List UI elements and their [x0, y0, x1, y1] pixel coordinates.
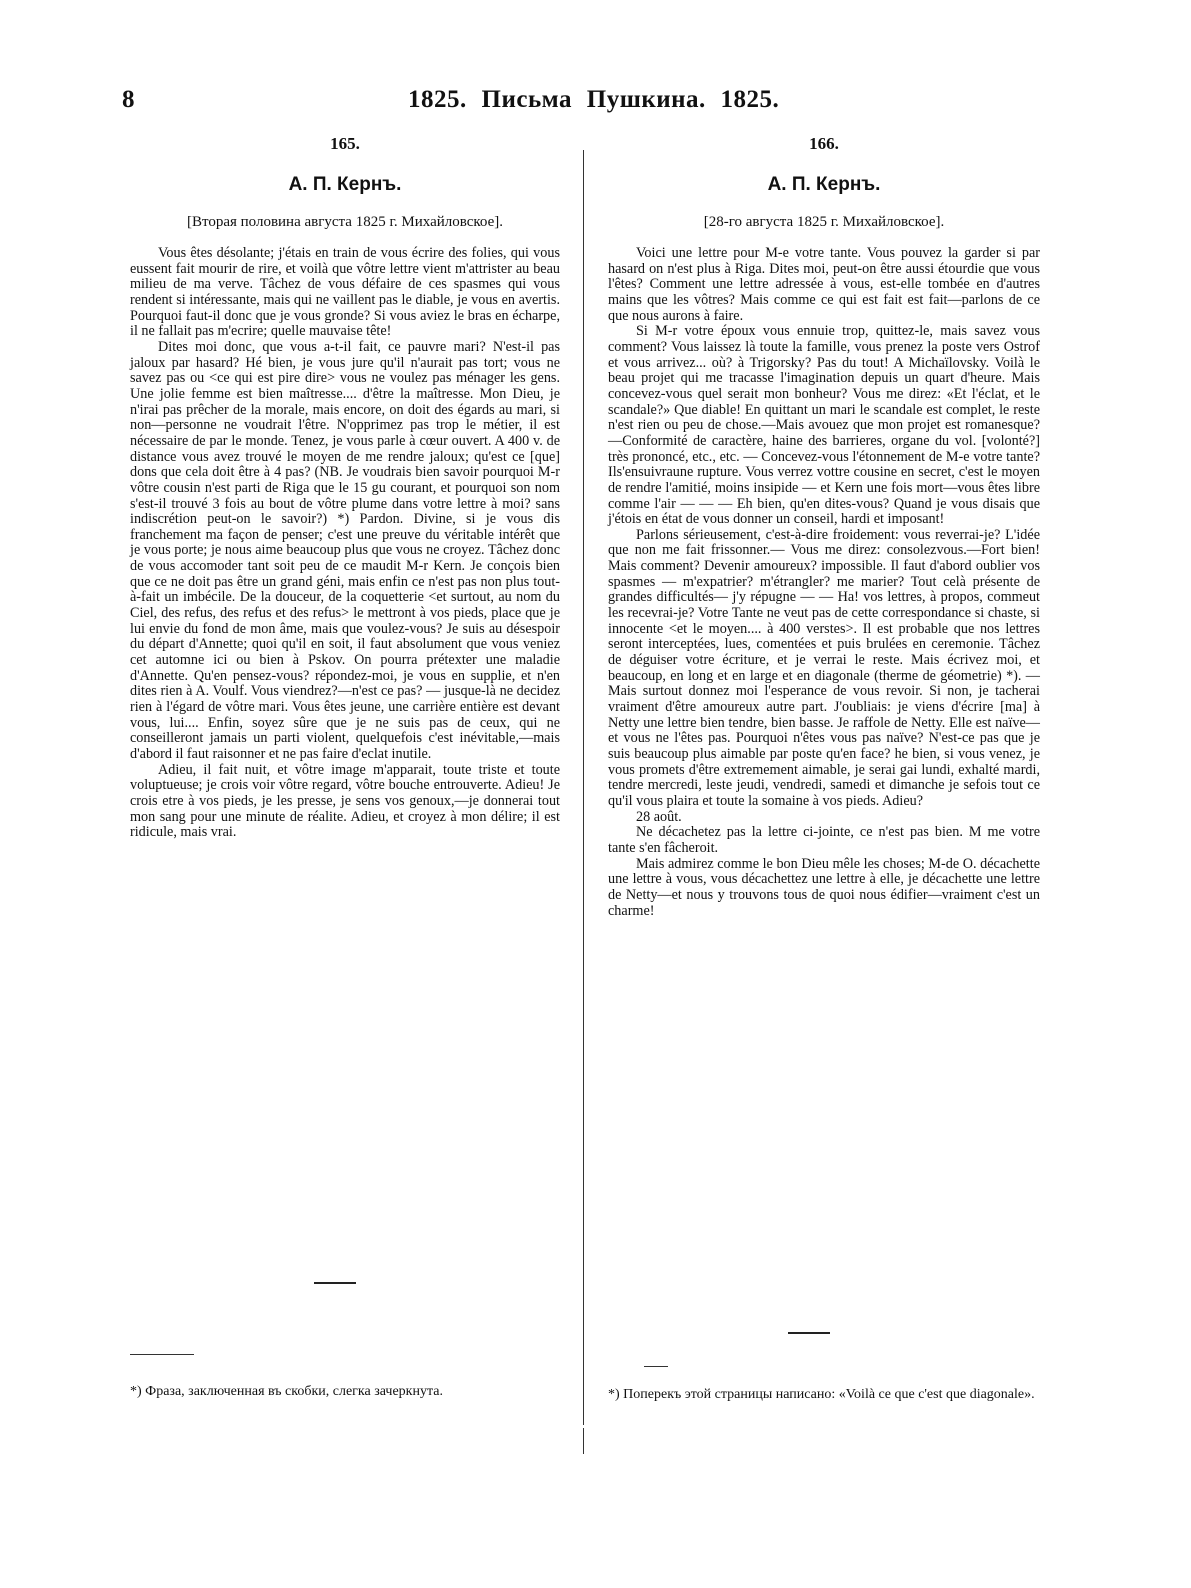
footnote: *) Фраза, заключенная въ скобки, слегка зачеркнута. — [130, 1384, 443, 1399]
letter-addressee: А. П. Кернъ. — [288, 174, 402, 195]
letter-number: 166. — [809, 134, 839, 153]
page-header — [118, 84, 1078, 124]
column-divider-lower — [583, 1428, 584, 1454]
footnote-rule — [644, 1366, 668, 1367]
paragraph: Adieu, il fait nuit, et vôtre image m'apparait, toute triste et toute voluptueuse; je crois voir vôtre regard, vôtre bouche entrouverte. Adieu! Je crois etre à vos pieds, je les presse, je sens vos genoux,—je donnerai tout mon sang pour une minute de réalite. Adieu, et croyez à mon délire; il est ridicule, mais vrai. — [130, 761, 560, 841]
paragraph: Parlons sérieusement, c'est-à-dire froidement: vous reverrai-je? L'idée que non me fait frissonner.— Vous me direz: consolezvous.—Fort bien! Mais comment? Devenir amoureux? impossible. Il faut d'abord oublier vos spasmes — m'expatrier? m'étrangler? me marier? Tout celà présente de grandes difficultés— j'y répugne — — Ha! vos lettres, à propos, commeut les recevrai-je? Votre Tante ne veut pas de cette correspondance si chaste, si innocente <et le moyen.... à 400 verstes>. Il est probable que nos lettres seront interceptées, lues, comentées et puis brulées en ceremonie. Tâchez de déguiser votre écriture, et je verrai le reste. Mais écrivez moi, et beaucoup, en long et en large et en diagonale (therme de géometrie) *). — Mais surtout donnez moi l'esperance de vous revoir. Si non, je tacherai vraiment d'être amoureux autre part. J'oubliais: je viens d'écrire [ma] à Netty une lettre bien tendre, bien basse. Je raffole de Netty. Elle est naïve— et vous ne l'êtes pas. Pourquoi n'êtes vous pas naïve? N'est-ce pas que je suis beaucoup plus aimable par poste qu'en face? he bien, si vous venez, je vous promets d'être extremement aimable, je serai gai lundi, exhalté mardi, tendre mercredi, leste jeudi, vendredi, samedi et dimanche je sefois tout ce qu'il vous plaira et toute la somaine à vos pieds. Adieu? — [608, 526, 1040, 809]
paragraph: Dites moi donc, que vous a-t-il fait, ce pauvre mari? N'est-il pas jaloux par hasard? Hé bien, je vous jure qu'il n'aurait pas tort; vous ne savez pas ou <ce qui est pire dire> vous ne voulez pas ménager les gens. Une jolie femme est bien maîtresse.... d'être la maîtresse. Mon Dieu, je n'irai pas prêcher de la morale, mais encore, on doit des égards au mari, si non—personne ne voudrait l'être. N'opprimez pas trop le métier, il est nécessaire de par le monde. Tenez, je vous parle à cœur ouvert. A 400 v. de distance vous avez trouvé le moyen de me rendre jaloux; qu'est ce [que] dons que cela doit être à 4 pas? (NB. Je voudrais bien savoir pourquoi M-r vôtre cousin n'est parti de Riga que le 15 gu courant, et pourquoi son nom s'est-il trouvé 3 fois au bout de vôtre plume dans votre lettre à moi? sans indiscrétion peut-on le savoir?) *) Pardon. Divine, si je vous dis franchement ma façon de penser; c'est une preuve du véritable intérêt que je vous porte; je nous aime beaucoup plus que vous ne croyez. Tâchez donc de vous accomoder tant soit peu de ce maudit M-r Kern. Je conçois bien que ce ne doit pas être un grand géni, mais enfin ce n'est pas non plus tout-à-fait un imbécile. De la douceur, de la coquetterie <et surtout, au nom du Ciel, des refus, des refus et des refus> le mettront à vos pieds, place que je lui envie du fond de mon âme, mais que voulez-vous? Je suis au désespoir du départ d'Annette; quoi qu'il en soit, il faut absolument que vous veniez cet automne ici ou bien à Pskov. On pourra prétexter une maladie d'Annette. Qu'en pensez-vous? répondez-moi, je vous en supplie, et n'en dites rien à A. Voulf. Vous viendrez?—n'est ce pas? — jusque-là ne decidez rien à l'égard de vôtre mari. Vous êtes jeune, une carrière entière est devant vous, lui.... Enfin, soyez sûre que je ne suis pas de ceux, qui ne conseilleront jamais un parti violent, quelquefois c'est inévitable,—mais d'abord il faut raisonner et ne pas faire d'eclat inutile. — [130, 338, 560, 762]
postscript: Mais admirez comme le bon Dieu mêle les choses; M-de O. décachette une lettre à vous, vous décachettez une lettre à elle, je décachette une lettre de Netty—et nous y trouvons tous de quoi nous édifier—vraiment c'est un charme! — [608, 855, 1040, 919]
letter-dateline: [28-го августа 1825 г. Михайловское]. — [703, 214, 945, 230]
paragraph: Vous êtes désolante; j'étais en train de vous écrire des folies, qui vous eussent fait mourir de rire, et voilà que vôtre lettre vient m'attrister au beau milieu de ma verve. Tâchez de vous défaire de ces spasmes qui vous rendent si intéressante, mais qui ne vaillent pas le diable, je vous en avertis. Pourquoi faut-il donc que je vous gronde? Si vous aviez le bras en écharpe, il ne fallait pas m'ecrire; quelle mauvaise tête! — [130, 245, 560, 340]
letter-addressee: А. П. Кернъ. — [767, 174, 881, 195]
page-number: 8 — [122, 86, 135, 113]
letter-number: 165. — [330, 134, 360, 153]
section-separator — [314, 1282, 356, 1284]
letter-body — [130, 246, 560, 841]
postscript: Ne décachetez pas la lettre ci-jointe, ce n'est pas bien. M me votre tante s'en fâcheroit. — [608, 824, 1040, 856]
letter-body — [608, 246, 1040, 919]
letter-166-column — [608, 130, 1040, 919]
letter-165-column — [130, 130, 560, 841]
column-divider — [583, 150, 584, 1425]
section-separator — [788, 1332, 830, 1334]
running-title: 1825. Письма Пушкина. 1825. — [408, 86, 780, 113]
footnote: *) Поперекъ этой страницы написано: «Voilà ce que c'est que diagonale». — [608, 1387, 1035, 1402]
footnote-rule — [130, 1354, 194, 1355]
paragraph: Voici une lettre pour M-e votre tante. Vous pouvez la garder si par hasard on n'est plus à Riga. Dites moi, peut-on être aussi étourdie que vous l'êtes? Comment une lettre adressée à vous, est-elle tombée en d'autres mains que les vôtres? Mais comme ce qui est fait est fait—parlons de ce que nous aurons à faire. — [608, 245, 1040, 324]
paragraph: Si M-r votre époux vous ennuie trop, quittez-le, mais savez vous comment? Vous laissez là toute la famille, vous prenez la poste vers Ostrof et vous arrivez... où? à Trigorsky? Pas du tout! A Michaïlovsky. Voilà le beau projet qui me tracasse l'imagination depuis un quart d'heure. Mais concevez-vous quel serait mon bonheur? Vous me direz: «Et l'éclat, et le scandale?» Que diable! En quittant un mari le scandale est complet, le reste n'est rien ou peu de chose.—Mais avouez que mon projet est romanesque?—Conformité de caractère, haine des barrieres, organe du vol. [volonté?] très prononcé, etc., etc. — Concevez-vous l'étonnement de M-e votre tante? Ils'ensuivraune rupture. Vous verrez vottre cousine en secret, c'est le moyen de rendre l'amitié, moins insipide — et Kern une fois mort—vous êtes libre comme l'air — — — Eh bien, qu'en dites-vous? Quand je vous disais que j'étois en état de vous donner un conseil, hardi et imposant! — [608, 323, 1040, 528]
letter-date-signed: 28 août. — [636, 808, 682, 825]
letter-dateline: [Вторая половина августа 1825 г. Михайловское]. — [186, 214, 504, 230]
